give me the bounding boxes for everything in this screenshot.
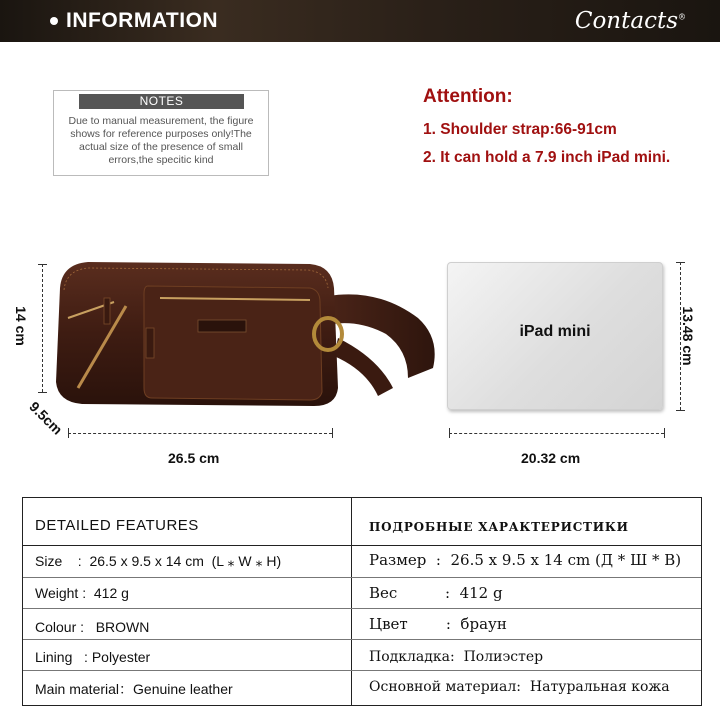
table-column-divider (351, 498, 352, 705)
features-heading-ru: ПОДРОБНЫЕ ХАРАКТЕРИСТИКИ (369, 520, 629, 534)
feature-size-en: Size : 26.5 x 9.5 x 14 cm (L ⁎ W ⁎ H) (35, 553, 282, 569)
bag-height-line (42, 264, 43, 392)
ipad-height-tick-top (676, 262, 685, 263)
feature-material-ru: Основной материал: Натуральная кожа (369, 679, 670, 695)
feature-weight-ru: Вес : 412 g (369, 584, 503, 602)
feature-colour-ru: Цвет : браун (369, 615, 507, 633)
bag-width-tick-left (68, 428, 69, 438)
bag-width-tick-right (332, 428, 333, 438)
ipad-width-label: 20.32 cm (521, 450, 581, 466)
ipad-width-line (449, 433, 664, 434)
table-row-line (23, 545, 701, 546)
features-table (22, 497, 702, 706)
feature-colour-en: Colour : BROWN (35, 619, 150, 635)
table-row-line (23, 577, 701, 578)
bullet-icon (50, 17, 58, 25)
bag-image (48, 258, 438, 418)
ipad-label: iPad mini (519, 323, 591, 340)
bag-height-tick-top (38, 264, 47, 265)
header-bar (0, 0, 720, 42)
ipad-width-tick-left (449, 428, 450, 438)
notes-title: NOTES (79, 94, 244, 109)
bag-width-label: 26.5 cm (168, 450, 220, 466)
table-row-line (23, 670, 701, 671)
bag-width-line (68, 433, 332, 434)
notes-body: Due to manual measurement, the figure shows for reference purposes only!The actual size of the presence of small errors,the specitic kind (68, 115, 254, 166)
table-row-line (23, 608, 701, 609)
ipad-image (447, 262, 663, 410)
table-row-line (23, 639, 701, 640)
features-heading-en: DETAILED FEATURES (35, 517, 199, 534)
bag-depth-label: 9.5cm (26, 398, 66, 438)
bag-height-tick-bottom (38, 392, 47, 393)
feature-weight-en: Weight : 412 g (35, 585, 129, 601)
attention-title: Attention: (423, 86, 513, 107)
bag-height-label: 14 cm (13, 306, 29, 346)
feature-size-ru: Размер : 26.5 x 9.5 x 14 cm (Д * Ш * В) (369, 551, 682, 569)
feature-lining-ru: Подкладка: Полиэстер (369, 649, 544, 665)
brand-logo: Contacts® (574, 8, 686, 34)
attention-item-ipad: 2. It can hold a 7.9 inch iPad mini. (423, 149, 671, 166)
ipad-height-label: 13.48 cm (680, 306, 696, 366)
feature-lining-en: Lining : Polyester (35, 649, 151, 665)
page-title: INFORMATION (66, 9, 219, 32)
attention-item-strap: 1. Shoulder strap:66-91cm (423, 121, 617, 138)
ipad-width-tick-right (664, 428, 665, 438)
ipad-height-tick-bottom (676, 410, 685, 411)
notes-box (53, 90, 269, 176)
feature-material-en: Main material：Genuine leather (35, 681, 233, 697)
